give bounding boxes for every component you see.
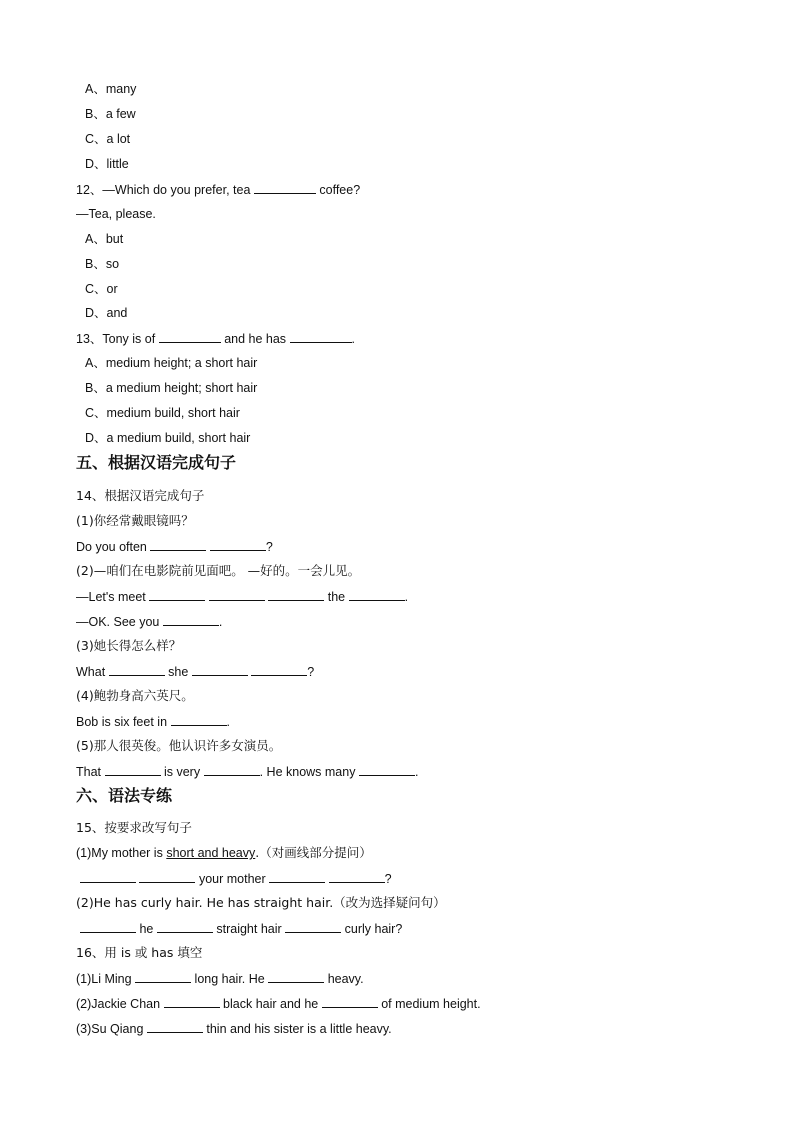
blank	[164, 995, 220, 1008]
q12-option-b: B、so	[85, 257, 120, 271]
sentence-text: (2)Jackie Chan	[76, 997, 161, 1011]
sentence-text: is very	[163, 765, 201, 779]
sentence-text: .	[414, 765, 419, 779]
blank	[109, 663, 165, 676]
sentence-text: heavy.	[327, 972, 364, 986]
q16-f2	[76, 995, 481, 1012]
q12-stem-text: 12、—Which do you prefer, tea	[76, 183, 251, 197]
q15-title: 15、按要求改写句子	[76, 820, 192, 835]
sentence-text: your mother	[198, 872, 266, 886]
blank	[171, 713, 227, 726]
q14-s1-cn: (1)你经常戴眼镜吗？	[76, 513, 194, 528]
blank	[139, 870, 195, 883]
blank	[251, 663, 307, 676]
sentence-text: he	[139, 922, 154, 936]
blank	[157, 920, 213, 933]
blank	[209, 588, 265, 601]
sentence-text: What	[76, 665, 106, 679]
sentence-text: —Let's meet	[76, 590, 146, 604]
q16-f3	[76, 1020, 392, 1037]
blank	[147, 1020, 203, 1033]
q15-r2	[76, 895, 446, 911]
q14-s4-en	[76, 713, 230, 730]
q13-option-c: C、medium build, short hair	[85, 406, 240, 420]
section-6-title: 六、语法专练	[76, 786, 173, 805]
sentence-text: . He knows many	[259, 765, 356, 779]
q14-title: 14、根据汉语完成句子	[76, 488, 205, 503]
sentence-text: (3)Su Qiang	[76, 1022, 144, 1036]
sentence-text: ?	[384, 872, 392, 886]
blank	[204, 763, 260, 776]
sentence-text: thin and his sister is a little heavy.	[206, 1022, 392, 1036]
q13-stem	[76, 330, 355, 347]
sentence-text: ?	[307, 665, 315, 679]
q13-option-b: B、a medium height; short hair	[85, 381, 258, 395]
sentence-text: she	[168, 665, 189, 679]
q12-stem-text: coffee?	[319, 183, 361, 197]
q14-s1-en	[76, 538, 273, 555]
sentence-text: .	[218, 615, 223, 629]
blank	[254, 181, 316, 194]
blank	[269, 870, 325, 883]
blank	[159, 330, 221, 343]
q13-stem-text: 13、Tony is of	[76, 332, 156, 346]
blank	[329, 870, 385, 883]
sentence-text: .	[404, 590, 409, 604]
underlined-phrase: short and heavy	[166, 846, 256, 860]
q13-option-a: A、medium height; a short hair	[85, 356, 258, 370]
sentence-text: curly hair?	[344, 922, 403, 936]
q14-s5-cn: (5)那人很英俊。他认识许多女演员。	[76, 738, 282, 753]
sentence-text: straight hair	[216, 922, 282, 936]
q11-option-a: A、many	[85, 82, 137, 96]
blank	[192, 663, 248, 676]
q15-r2-answer	[80, 920, 402, 937]
blank	[322, 995, 378, 1008]
sentence-text: ?	[265, 540, 273, 554]
q12-reply: —Tea, please.	[76, 207, 156, 221]
sentence-text: That	[76, 765, 102, 779]
sentence-text: Bob is six feet in	[76, 715, 168, 729]
blank	[210, 538, 266, 551]
blank	[149, 588, 205, 601]
sentence-text: (1)My mother is	[76, 846, 163, 860]
q13-stem-text: .	[351, 332, 356, 346]
q15-r1	[76, 845, 372, 861]
q11-option-d: D、little	[85, 157, 129, 171]
blank	[80, 870, 136, 883]
q12-option-d: D、and	[85, 306, 128, 320]
q13-option-d: D、a medium build, short hair	[85, 431, 251, 445]
blank	[163, 613, 219, 626]
blank	[290, 330, 352, 343]
q11-option-c: C、a lot	[85, 132, 131, 146]
sentence-text: the	[327, 590, 346, 604]
q12-option-a: A、but	[85, 232, 124, 246]
q11-option-b: B、a few	[85, 107, 136, 121]
q12-stem	[76, 181, 360, 198]
q13-stem-text: and he has	[224, 332, 287, 346]
blank	[150, 538, 206, 551]
sentence-text: .	[226, 715, 230, 729]
sentence-text: —OK. See you	[76, 615, 160, 629]
blank	[135, 970, 191, 983]
sentence-text: black hair and he	[223, 997, 319, 1011]
q14-s2-cn: (2)—咱们在电影院前见面吧。 —好的。一会儿见。	[76, 563, 361, 578]
blank	[268, 588, 324, 601]
sentence-text: (2)He has curly hair. He has straight hair.（改为选择疑问句）	[76, 895, 446, 910]
q16-f1	[76, 970, 364, 987]
sentence-text: Do you often	[76, 540, 147, 554]
sentence-text: .（对画线部分提问）	[255, 845, 372, 860]
q15-r1-answer	[80, 870, 392, 887]
blank	[268, 970, 324, 983]
blank	[285, 920, 341, 933]
q14-s2-en	[76, 588, 408, 605]
q14-s5-en	[76, 763, 418, 780]
sentence-text: (1)Li Ming	[76, 972, 132, 986]
sentence-text: of medium height.	[381, 997, 481, 1011]
q14-s3-cn: (3)她长得怎么样？	[76, 638, 182, 653]
blank	[80, 920, 136, 933]
q12-option-c: C、or	[85, 282, 118, 296]
blank	[359, 763, 415, 776]
section-5-title: 五、根据汉语完成句子	[76, 453, 237, 472]
sentence-text: long hair. He	[194, 972, 265, 986]
blank	[349, 588, 405, 601]
q16-title: 16、用 is 或 has 填空	[76, 945, 203, 960]
q14-s4-cn: (4)鲍勃身高六英尺。	[76, 688, 194, 703]
q14-s3-en	[76, 663, 314, 680]
blank	[105, 763, 161, 776]
q14-s2-en2	[76, 613, 222, 630]
